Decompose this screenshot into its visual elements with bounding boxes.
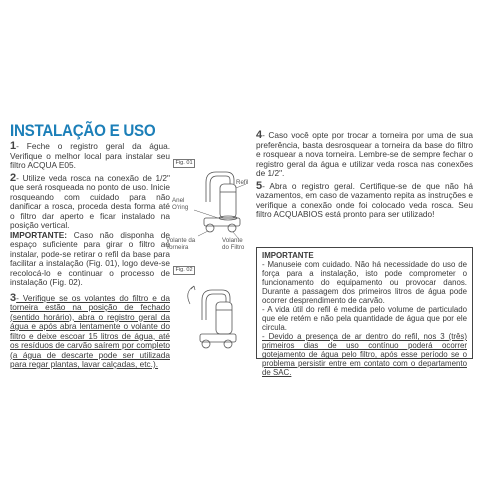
step-number: 4 (256, 129, 263, 141)
step-1 (10, 142, 170, 171)
instructions-right-column (256, 131, 473, 220)
page-title: INSTALAÇÃO E USO (10, 122, 156, 140)
step-text: - Caso você opte por trocar a torneira por uma de sua preferência, basta desrosquear a torneira da base do filtro e rosquear a nova torneira. Lembre-se de sempre fechar o registro geral da água e utilizar veda rosca nas conexões de 1/2". (256, 130, 473, 178)
step-text: - Verifique se os volantes do filtro e da torneira estão na posição de fechado (sentido horário), abra o registro geral da água e após abra lentamente o volante do filtro e deixe escoar 15 litros de água, até os resíduos de carvão saírem por completo (a água de descarte pode ser utilizada para regar plantas, lavar calçadas, etc.). (10, 292, 170, 369)
callout-volante-torneira: Volante da Torneira (166, 237, 196, 251)
step-number: 2 (10, 171, 17, 184)
figure-label: Fig. 02 (173, 266, 195, 275)
step-text: - Utilize veda rosca na conexão de 1/2" que será rosqueada no ponto de uso. Inicie rosqueando com cuidado para não danificar a rosca, proceda desta forma até o filtro dar aperto e ficar instalado na posição vertical. (10, 172, 170, 230)
callout-refil: Refil (236, 179, 249, 186)
important-box (256, 247, 473, 377)
step-number: 5 (256, 179, 263, 192)
instructions-left-column (10, 142, 170, 370)
step-2 (10, 171, 170, 231)
step-text: - Feche o registro geral da água. Verifique o melhor local para instalar seu filtro ACQUA E05. (10, 141, 170, 170)
callout-anel-oring: Anel O'ring (172, 197, 189, 211)
callout-volante-filtro: Volante do Filtro (222, 237, 245, 251)
important-item: - Manuseie com cuidado. Não há necessidade do uso de força para a instalação, isto pode comprometer o funcionamento do equipamento ou provocar danos. Durante a passagem dos primeiros litros de água pode ocorrer desprendimento de carvão. (262, 260, 467, 305)
figure-label: Fig. 01 (173, 159, 195, 168)
important-text: Caso não disponha de espaço suficiente para girar o filtro ao instalar, pode-se retirar o refil da base para facilitar a instalação (Fig. 01), logo deve-se recolocá-lo e continuar o processo de instalação (Fig. 02). (10, 229, 170, 287)
step-number: 3 (10, 291, 17, 304)
step-number: 1 (10, 140, 17, 152)
important-item: - Devido a presença de ar dentro do refil, nos 3 (três) primeiros dias de uso contínuo poderá ocorrer gotejamento de água pelo filtro, após esse período se o problema persistir entre em contato com o departamento de SAC. (262, 332, 467, 377)
step-3 (10, 291, 170, 370)
important-label: IMPORTANTE: (10, 229, 67, 240)
important-item: - A vida útil do refil é medida pelo volume de particulado que ele retém e não pela quantidade de água que por ele circula. (262, 305, 467, 332)
step-5 (256, 179, 473, 220)
step-text: - Abra o registro geral. Certifique-se de que não há vazamentos, em caso de vazamento repita as instruções e verifique a conexão onde foi colocado veda rosca. Seu filtro ACQUABIOS está pronto para ser utilizado! (256, 180, 473, 219)
step-4 (256, 131, 473, 179)
important-box-title: IMPORTANTE (262, 251, 314, 260)
faucet-filter-illustration-2 (180, 272, 260, 352)
important-note (10, 231, 170, 288)
